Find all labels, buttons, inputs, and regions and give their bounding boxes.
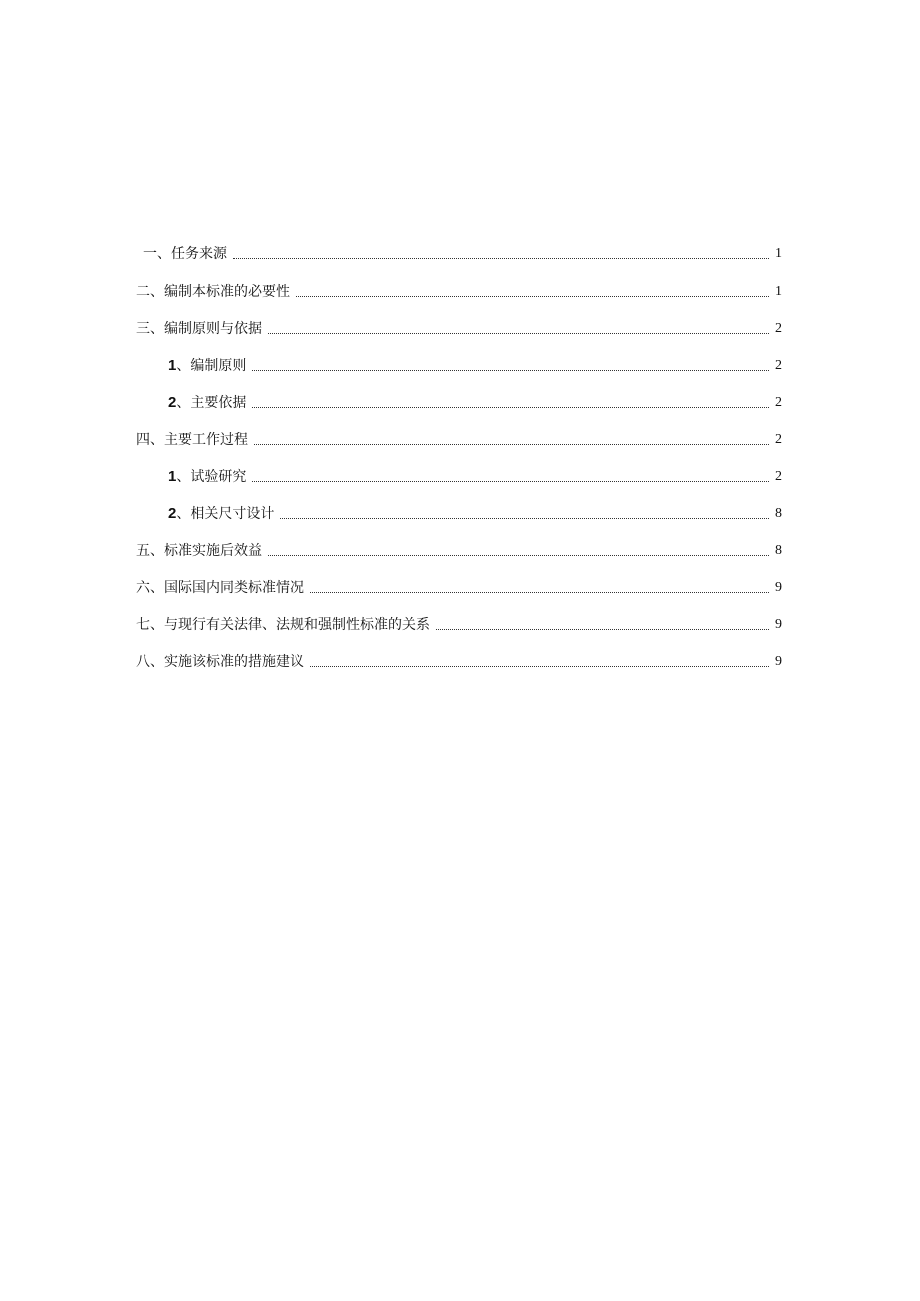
- toc-subentry-experiments[interactable]: [168, 465, 782, 487]
- toc-entry-implementation-measures[interactable]: [136, 650, 782, 672]
- toc-entry-title: 、相关尺寸设计: [176, 506, 275, 522]
- toc-entry-title: 五、标准实施后效益: [136, 543, 262, 559]
- toc-subentry-basis[interactable]: [168, 391, 782, 413]
- toc-entry-page: 1: [775, 246, 782, 261]
- toc-entry-title: 、编制原则: [176, 358, 247, 374]
- toc-entry-page: 2: [775, 395, 782, 410]
- dot-leader: [280, 517, 769, 519]
- toc-entry-page: 2: [775, 358, 782, 373]
- toc-subentry-dimension-design[interactable]: [168, 502, 782, 524]
- toc-entry-work-process[interactable]: [136, 428, 782, 450]
- dot-leader: [252, 369, 769, 371]
- toc-entry-laws-relationship[interactable]: [136, 613, 782, 635]
- toc-entry-page: 9: [775, 617, 782, 632]
- toc-entry-title: 一、任务来源: [143, 246, 227, 262]
- dot-leader: [252, 406, 769, 408]
- dot-leader: [268, 332, 769, 334]
- toc-subentry-principles[interactable]: [168, 354, 782, 376]
- toc-entry-title: 六、国际国内同类标准情况: [136, 580, 304, 596]
- toc-entry-benefits[interactable]: [136, 539, 782, 561]
- toc-entry-task-source[interactable]: [143, 242, 782, 264]
- toc-entry-title: 七、与现行有关法律、法规和强制性标准的关系: [136, 617, 430, 633]
- dot-leader: [296, 295, 769, 297]
- toc-entry-title: 四、主要工作过程: [136, 432, 248, 448]
- toc-entry-page: 2: [775, 469, 782, 484]
- dot-leader: [268, 554, 769, 556]
- toc-entry-page: 8: [775, 543, 782, 558]
- toc-entry-number: 1: [168, 468, 177, 485]
- toc-entry-title: 八、实施该标准的措施建议: [136, 654, 304, 670]
- dot-leader: [254, 443, 769, 445]
- dot-leader: [310, 591, 769, 593]
- toc-entry-similar-standards[interactable]: [136, 576, 782, 598]
- dot-leader: [310, 665, 769, 667]
- toc-entry-page: 8: [775, 506, 782, 521]
- toc-entry-principles-basis[interactable]: [136, 317, 782, 339]
- toc-entry-title: 、主要依据: [176, 395, 247, 411]
- toc-entry-number: 2: [168, 394, 177, 411]
- toc-entry-title: 三、编制原则与依据: [136, 321, 262, 337]
- toc-entry-number: 2: [168, 505, 177, 522]
- dot-leader: [436, 628, 769, 630]
- toc-entry-page: 1: [775, 284, 782, 299]
- dot-leader: [233, 257, 769, 259]
- toc-entry-number: 1: [168, 357, 177, 374]
- toc-entry-title: 、试验研究: [176, 469, 247, 485]
- toc-entry-necessity[interactable]: [136, 280, 782, 302]
- toc-entry-page: 2: [775, 432, 782, 447]
- toc-entry-title: 二、编制本标准的必要性: [136, 284, 290, 300]
- toc-entry-page: 2: [775, 321, 782, 336]
- dot-leader: [252, 480, 769, 482]
- toc-entry-page: 9: [775, 654, 782, 669]
- toc-entry-page: 9: [775, 580, 782, 595]
